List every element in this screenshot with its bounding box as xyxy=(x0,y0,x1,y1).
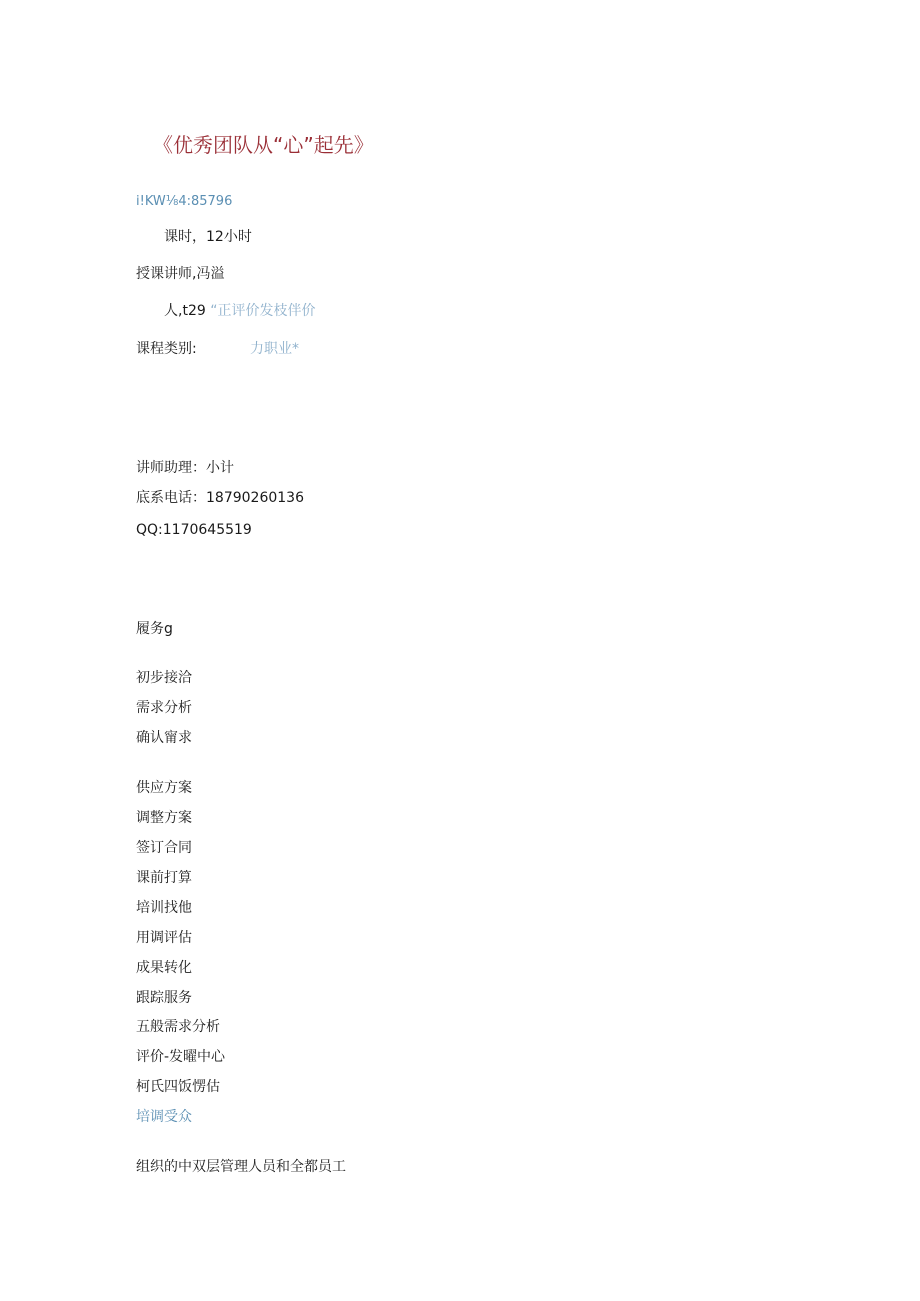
service-item: 五般需求分析 xyxy=(136,1019,220,1035)
service-item: 成果转化 xyxy=(136,960,192,976)
service-item: 需求分析 xyxy=(136,700,192,716)
service-item: 初步接洽 xyxy=(136,670,192,686)
ratings-highlight: “正评价发枝伴价 xyxy=(210,303,316,319)
service-item: 用调评估 xyxy=(136,930,192,946)
service-item: 评价-发曜中心 xyxy=(136,1049,226,1065)
page-title: 《优秀团队从“心”起先》 xyxy=(153,133,374,157)
qq-line: QQ:1170645519 xyxy=(136,522,252,538)
service-item: 调整方案 xyxy=(136,810,192,826)
ratings-prefix: 人,t29 xyxy=(164,303,206,319)
service-item: 课前打算 xyxy=(136,870,192,886)
course-code: i!KW⅛4:85796 xyxy=(136,194,233,209)
assistant-line: 讲师助理：小计 xyxy=(136,460,234,476)
service-item: 培训找他 xyxy=(136,900,192,916)
ratings-line xyxy=(164,301,315,321)
service-item: 签订合同 xyxy=(136,840,192,856)
category-label: 课程类别: xyxy=(136,341,197,357)
service-item: 跟踪服务 xyxy=(136,990,192,1006)
audience-heading: 培调受众 xyxy=(136,1109,192,1125)
audience-text: 组织的中双层管理人员和全都员工 xyxy=(136,1159,346,1175)
service-item: 确认甯求 xyxy=(136,730,192,746)
course-hours: 课时，12小时 xyxy=(164,229,252,245)
service-item: 柯氏四饭愣估 xyxy=(136,1079,220,1095)
service-heading: 履务g xyxy=(136,621,173,637)
category-value: 力职业* xyxy=(250,341,299,357)
phone-line: 底系电话：18790260136 xyxy=(136,490,304,506)
lecturer: 授课讲师,冯溢 xyxy=(136,266,225,282)
service-item: 供应方案 xyxy=(136,780,192,796)
